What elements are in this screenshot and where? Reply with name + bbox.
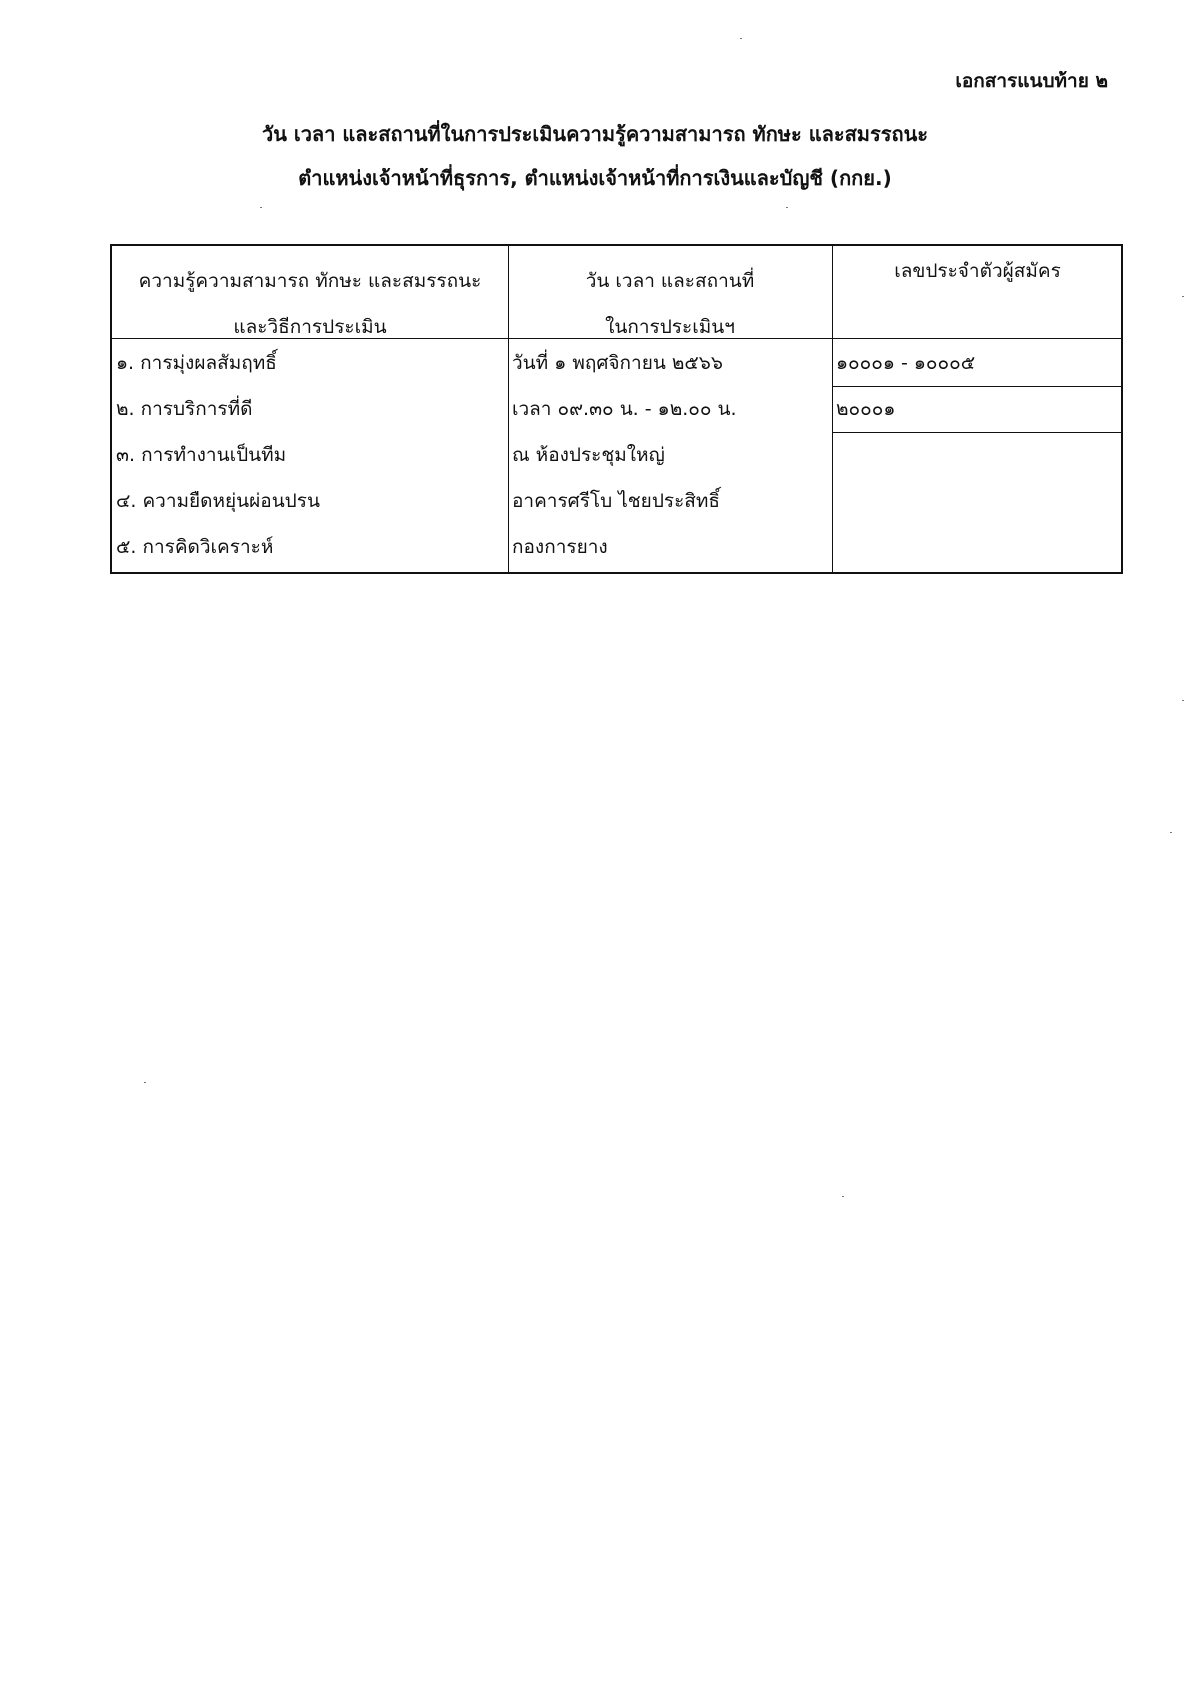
scan-speck — [740, 38, 742, 39]
schedule-time: เวลา ๐๙.๓๐ น. - ๑๒.๐๐ น. — [512, 398, 737, 420]
schedule-date: วันที่ ๑ พฤศจิกายน ๒๕๖๖ — [512, 352, 723, 374]
header-datetime-line-2: ในการประเมินฯ — [605, 316, 735, 338]
header-competency — [112, 258, 508, 350]
scan-speck — [842, 1196, 844, 1197]
header-competency-line-2: และวิธีการประเมิน — [233, 316, 387, 338]
row-divider — [832, 432, 1121, 433]
scan-speck — [1170, 832, 1172, 833]
applicant-id-range: ๒๐๐๐๑ — [836, 398, 896, 420]
scan-speck — [1182, 700, 1184, 701]
column-divider — [832, 246, 833, 572]
schedule-room: ณ ห้องประชุมใหญ่ — [512, 444, 665, 466]
assessment-schedule-table — [110, 244, 1123, 574]
competency-item: ๕. การคิดวิเคราะห์ — [116, 536, 274, 558]
scan-speck — [144, 1082, 146, 1083]
scan-speck — [260, 207, 262, 208]
attachment-label: เอกสารแนบท้าย ๒ — [955, 70, 1108, 92]
competency-item: ๔. ความยืดหยุ่นผ่อนปรน — [116, 490, 320, 512]
scan-speck — [1182, 296, 1184, 297]
scan-speck — [786, 207, 788, 208]
competency-item: ๓. การทำงานเป็นทีม — [116, 444, 287, 466]
document-title-line-1: วัน เวลา และสถานที่ในการประเมินความรู้ความสามารถ ทักษะ และสมรรถนะ — [262, 122, 928, 146]
competency-item: ๒. การบริการที่ดี — [116, 398, 253, 420]
document-title-line-2: ตำแหน่งเจ้าหน้าที่ธุรการ, ตำแหน่งเจ้าหน้าที่การเงินและบัญชี (กกย.) — [298, 166, 892, 190]
header-applicant-id-line-1: เลขประจำตัวผู้สมัคร — [894, 260, 1061, 282]
header-competency-line-1: ความรู้ความสามารถ ทักษะ และสมรรถนะ — [138, 270, 482, 292]
applicant-id-range: ๑๐๐๐๑ - ๑๐๐๐๕ — [836, 352, 976, 374]
schedule-division: กองการยาง — [512, 536, 608, 558]
schedule-building: อาคารศรีโบ ไชยประสิทธิ์ — [512, 490, 721, 512]
header-datetime-place — [508, 258, 832, 350]
header-applicant-id — [832, 258, 1123, 284]
header-datetime-line-1: วัน เวลา และสถานที่ — [585, 270, 755, 292]
competency-item: ๑. การมุ่งผลสัมฤทธิ์ — [116, 352, 277, 374]
